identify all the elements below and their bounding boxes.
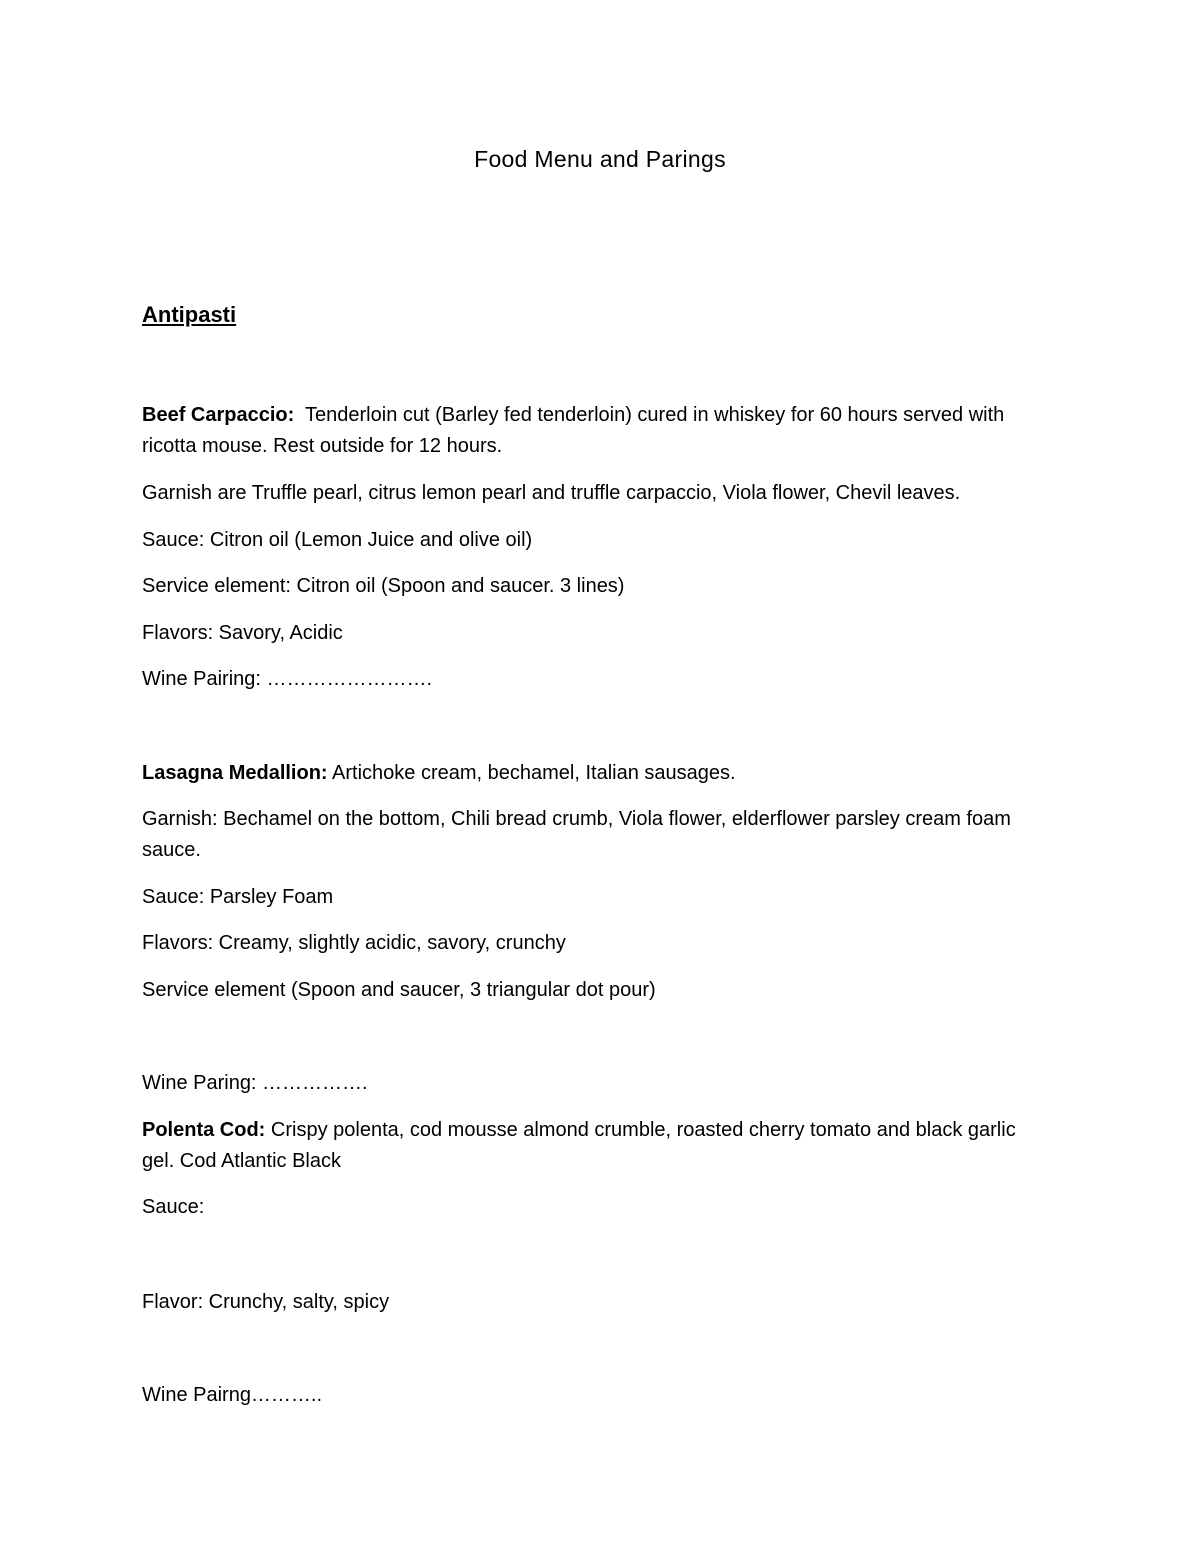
- dish-detail-line: Service element (Spoon and saucer, 3 triangular dot pour): [142, 979, 656, 1001]
- dish-name: Polenta Cod:: [142, 1119, 266, 1141]
- dish-detail-line: Flavors: Savory, Acidic: [142, 622, 343, 644]
- wine-pairing-line: Wine Paring: …………….: [142, 1072, 368, 1094]
- dish-detail-line: Sauce: Citron oil (Lemon Juice and olive oil): [142, 529, 533, 551]
- wine-pairing-line: Wine Pairng………..: [142, 1384, 323, 1406]
- dish-detail-line: Flavor: Crunchy, salty, spicy: [142, 1291, 390, 1313]
- dish-detail-line: Sauce: Parsley Foam: [142, 886, 334, 908]
- dish-description: Artichoke cream, bechamel, Italian sausages.: [327, 762, 736, 784]
- page-title: Food Menu and Parings: [474, 146, 726, 172]
- dish-description: Tenderloin cut (Barley fed tenderloin) cured in whiskey for 60 hours served with ricotta mouse. Rest outside for 12 hours.: [142, 404, 1010, 457]
- section-heading-antipasti: Antipasti: [142, 302, 237, 327]
- wine-pairing-line: Wine Pairing: …………………….: [142, 668, 433, 690]
- dish-lasagna-medallion: [142, 758, 1052, 789]
- dish-detail-line: Sauce:: [142, 1196, 205, 1218]
- dish-detail-line: Flavors: Creamy, slightly acidic, savory, crunchy: [142, 932, 566, 954]
- dish-name: Beef Carpaccio:: [142, 404, 295, 426]
- dish-beef-carpaccio: [142, 400, 1052, 462]
- dish-detail-line: Garnish: Bechamel on the bottom, Chili bread crumb, Viola flower, elderflower parsley cream foam sauce.: [142, 808, 1011, 861]
- dish-description: Crispy polenta, cod mousse almond crumble, roasted cherry tomato and black garlic gel. Cod Atlantic Black: [142, 1119, 1022, 1172]
- dish-detail-line: Garnish are Truffle pearl, citrus lemon pearl and truffle carpaccio, Viola flower, Chevil leaves.: [142, 482, 961, 504]
- dish-name: Lasagna Medallion:: [142, 762, 328, 784]
- dish-detail-line: Service element: Citron oil (Spoon and saucer. 3 lines): [142, 575, 625, 597]
- dish-polenta-cod: [142, 1115, 1052, 1177]
